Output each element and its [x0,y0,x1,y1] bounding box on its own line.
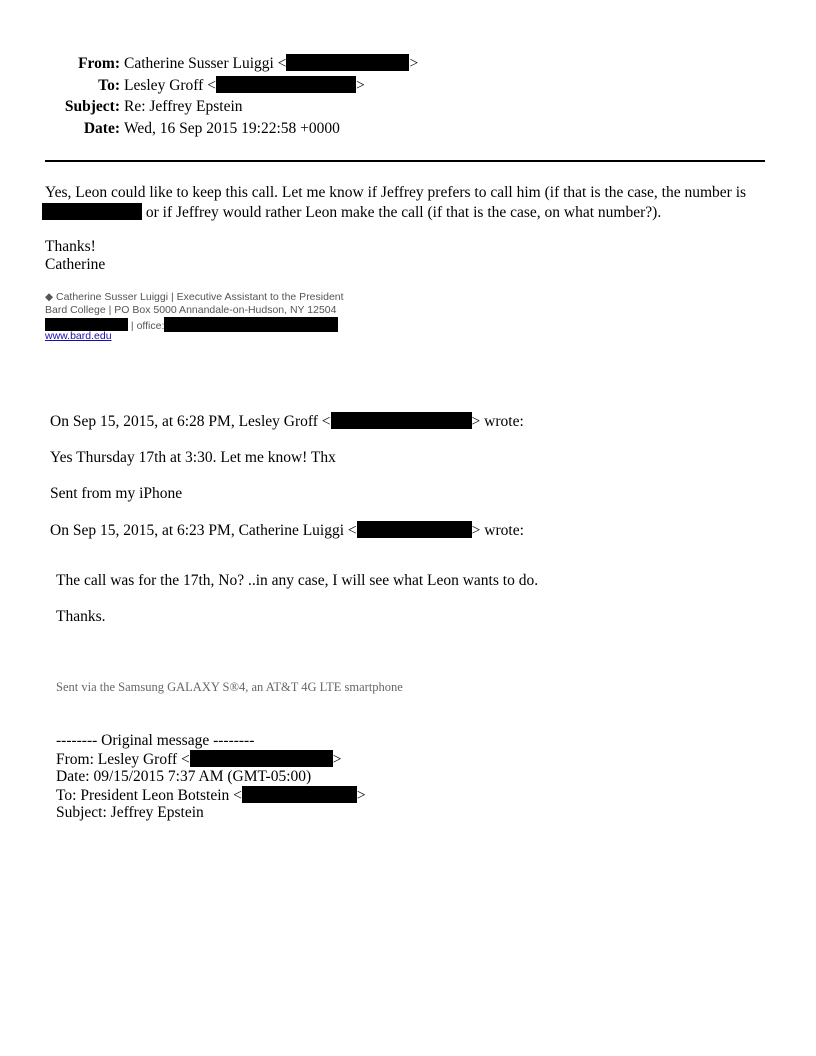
body-line-1: Yes, Leon could like to keep this call. Let me know if Jeffrey prefers to call him (if that is the case, the number is [45,184,747,201]
subject-label: Subject: [64,98,120,115]
from-value: Catherine Susser Luiggi < [124,55,287,72]
quoted1-header [50,412,524,431]
to-label: To: [98,77,120,94]
close-bracket: > [332,751,342,768]
original-divider: -------- Original message -------- [56,732,255,749]
body-line-2-text: or if Jeffrey would rather Leon make the call (if that is the case, on what number?). [145,204,662,221]
header-divider [45,160,765,162]
original-to-text: To: President Leon Botstein < [56,787,242,804]
signature-line-2: Bard College | PO Box 5000 Annandale-on-Hudson, NY 12504 [45,304,337,316]
close-bracket: > [356,787,366,804]
body-thanks: Thanks! [45,238,96,255]
signature-line-4 [45,330,112,342]
quoted2-thanks: Thanks. [56,608,106,625]
original-date: Date: 09/15/2015 7:37 AM (GMT-05:00) [56,768,312,785]
redaction [286,54,409,71]
quoted1-header-post: > wrote: [471,413,524,430]
date-label: Date: [83,120,120,137]
redaction [331,412,472,429]
quoted2-header-post: > wrote: [471,522,524,539]
close-bracket: > [355,77,365,94]
date-value: Wed, 16 Sep 2015 19:22:58 +0000 [124,120,340,137]
body-line-2 [42,203,661,222]
body-name: Catherine [45,256,106,273]
quoted1-line-1: Yes Thursday 17th at 3:30. Let me know! Thx [50,449,336,466]
from-label: From: [78,55,120,72]
header-from [0,54,418,73]
header-date [0,120,340,138]
quoted2-header-pre: On Sep 15, 2015, at 6:23 PM, Catherine Luiggi < [50,522,357,539]
website-link[interactable]: www.bard.edu [45,330,112,342]
redaction [190,750,333,767]
quoted2-header [50,521,524,540]
signature-line-1: ◆ Catherine Susser Luiggi | Executive Assistant to the President [45,291,344,303]
to-value: Lesley Groff < [124,77,216,94]
quoted2-line-1: The call was for the 17th, No? ..in any case, I will see what Leon wants to do. [56,572,539,589]
redaction [216,76,356,93]
subject-value: Re: Jeffrey Epstein [124,98,243,115]
original-subject: Subject: Jeffrey Epstein [56,804,204,821]
quoted1-header-pre: On Sep 15, 2015, at 6:28 PM, Lesley Groff < [50,413,331,430]
header-to [0,76,365,95]
header-subject [0,98,243,116]
redaction [357,521,472,538]
original-to [56,786,366,805]
original-from-text: From: Lesley Groff < [56,751,190,768]
original-from [56,750,341,769]
redaction [242,786,357,803]
quoted2-sent-via: Sent via the Samsung GALAXY S®4, an AT&T 4G LTE smartphone [56,680,403,694]
quoted1-sent-from: Sent from my iPhone [50,485,183,502]
close-bracket: > [409,55,419,72]
office-label: | office: [130,320,165,332]
redaction [42,203,142,220]
redaction [164,317,338,332]
